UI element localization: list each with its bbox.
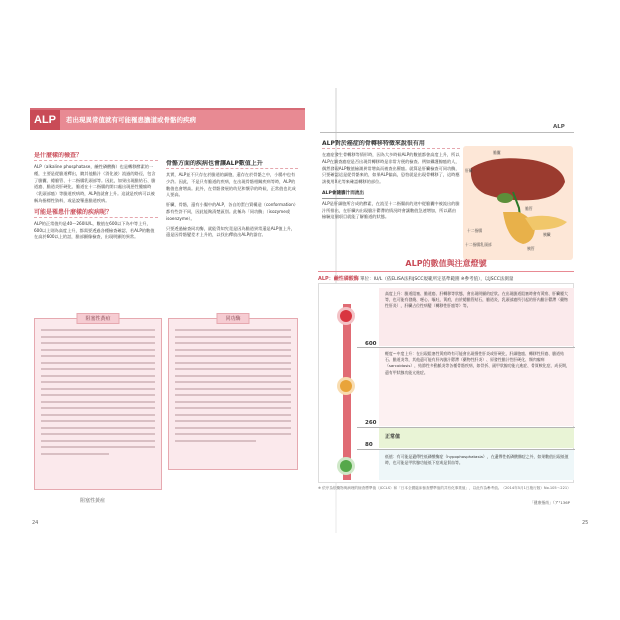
- liver-illustration: [463, 146, 573, 260]
- box-title: 阻塞性黃疸: [76, 313, 119, 324]
- banner-rule: [318, 271, 574, 272]
- zone-low-text: 低值：有可能是遺傳性低磷酸酶症（hypophosphatasia），在遺傳性低磷酸酶症之外，如果數值出現低值時，也可能是甲狀腺功能低下症或是貧血等。: [385, 454, 569, 466]
- organ-label: 膽管: [525, 206, 533, 211]
- paragraph: ALP是肝細胞所合成的酵素，在流至十二指腸前的途中從膽囊中被流出的膽汁所排出，在肝臟內出現膽汁鬱滯的情況時會讓數值急速增加，所以藉由檢驗這個項目就能了解膽道的狀態。: [322, 200, 460, 220]
- box-text-lines: [41, 329, 155, 483]
- tick-80: 80: [365, 442, 373, 448]
- zone-normal: [379, 428, 574, 448]
- paragraph: 肝臟、骨骼，還有小腸中的ALP，各自的蛋白質構造（conformation）都有些許不同，因此能夠清楚區別。此稱為「同功酶」（isozyme或isoenzyme）。: [166, 202, 298, 221]
- alp-signal-banner: ALP的數值與注意燈號: [405, 259, 487, 268]
- paragraph: 只要透過檢查同功酶，就能得知究竟是因為膽道異常還是ALP值上升，還是因骨骼變差才上升的，以找出釋放出ALP的器官。: [166, 225, 296, 238]
- right-page-tag: ALP: [553, 124, 565, 130]
- signal-arrow: [333, 304, 361, 480]
- liver-shape: [471, 158, 565, 200]
- zone-high-text: 高度上升：膽道阻塞、膽道癌、肝轉移等狀態，會出現明顯的症狀。在出現膽道阻塞時會有黃疸、肝臟腫大等，也可能有發燒、噁心、嘔吐、黃疸，由於總膽管結石，膽道炎，乳頭部癌所引起的肝內膽汁鬱滯（藥物性肝炎），肝臟占位性病變（轉移性肝癌等）等。: [385, 291, 568, 309]
- alp-label-note: 單位：IU/L（依ELISA法和JSCC規範所定基準範圍 ※參考值），以JSCC法測量: [360, 277, 514, 282]
- page-number-left: 24: [32, 520, 39, 526]
- page-number-right: 25: [582, 520, 589, 526]
- threshold-line-600: [357, 347, 575, 348]
- paragraph: 在癌症發生骨轉移等情形時，因為大多時候ALP的數值都會高度上升，所以ALP在調查癌症是否出現骨轉移時是非常方便的檢查。例如攝護腺癌的人，偶然發現ALP數值檢測異常增高而被查出罹癌。就算是肝臟檢查可同功酶，只要確認這是從骨骼來的，如果ALP偏高，恐怕就是出現骨轉移了，這時應該使用X光等來確認轉移的部位。: [322, 152, 460, 185]
- section-heading-disease: 可能是罹患什麼樣的疾病呢？: [34, 209, 158, 218]
- zone-low: [379, 450, 574, 480]
- right-column-text: [322, 140, 460, 240]
- zone-normal-text: 正常值: [385, 434, 401, 440]
- footnote: ※ 依序為依藥物與病理的檢查標準值（JCCLS）和「日本全國臨床檢查標準值的共有化事業值」，以此作為參考值。（2014年5月1日施行版）No.105～221）: [318, 486, 571, 490]
- zone-mid-text: 輕度～中度上升：在出現阻塞性黃疸時有可能會出現慢性肝炎或肝硬化，肝細胞癌、轉移性肝癌、膽道結石、膽道炎等，其他還可能有肝內膽汁鬱滯（藥物性肝炎）、原發性膽汁性肝硬化、類肉瘤病（sarcoidosis），結節性多動脈炎等各種骨骼疾病，如骨折、副甲狀腺功能亢進症、骨質軟化症、成長期，還有甲狀腺功能亢進症。: [385, 351, 570, 375]
- paragraph: ALP（alkaline phosphatase，鹼性磷酸酶）也是轉移酵素的一種，主要是從膽道釋出，隨其他膽汁（消化液）流過的路徑，包含了膽囊、總膽管、十二指腸乳頭部等。因此，如果出現膽結石、膽道癌、膽道炎肝硬化、膽道在十二指腸的開口處出現惡性腫瘤時（乳頭部癌）等膽道疾病時，ALP值就會上升。這就是疾病可以被稱為指標性資料，或是說罹患膽道疾病。: [34, 164, 156, 203]
- credit: 「健康指南」（ア°136P: [530, 500, 570, 505]
- box-caption: 阻塞性黃疸: [80, 498, 106, 504]
- organ-label: 膽囊: [493, 150, 501, 155]
- chapter-title: 若出現異常值就有可能罹患膽道或骨骼的疾病: [66, 116, 196, 124]
- paragraph: 其實，ALP並不只存在於膽道的細胞，還存在於骨骼之中，小腸中也有少許。因此，不是只有膽道的疾病，在出現骨骼相關疾病等時，ALP的數值也會增高。此外，在骨骼發展的幼兒和懷孕的時候，正常值也比成人要高。: [166, 172, 296, 198]
- green-signal-icon: [340, 460, 352, 472]
- obstructive-jaundice-box: [34, 318, 162, 490]
- tick-260: 260: [365, 420, 377, 426]
- threshold-line-80: [357, 449, 575, 450]
- box-text-lines: [175, 329, 291, 463]
- organ-label: 十二指腸乳頭部: [465, 242, 492, 247]
- section-heading-bone: 骨骼方面的疾病也會讓ALP數值上升: [166, 160, 298, 169]
- yellow-signal-icon: [340, 380, 352, 392]
- left-column-2: [166, 160, 298, 296]
- zone-high: [379, 288, 574, 346]
- threshold-line-260: [357, 427, 575, 428]
- section-heading-what: 是什麼樣的檢查？: [34, 152, 158, 161]
- gallbladder-shape: [497, 193, 513, 203]
- box-title: 同功酶: [216, 313, 249, 324]
- chapter-header: [30, 108, 305, 130]
- alp-signal-chart: [318, 283, 574, 483]
- red-signal-icon: [340, 310, 352, 322]
- zone-mid: [379, 348, 574, 426]
- alp-unit-label: [318, 275, 513, 282]
- organ-label: 胰臟: [543, 232, 551, 237]
- subheading: ALP會隨膽汁而流出: [322, 191, 364, 199]
- organ-label: 肝臟: [465, 168, 473, 173]
- right-page-rule: [320, 132, 574, 133]
- paragraph: ALP的正常值約是40～260IU/L，數值在600以下為中等上升，600以上則為高度上升，都需要透過各種檢查確認，若ALP的數值在高於600以上的話，膽部顯像檢查，出現明顯的異常。: [34, 220, 155, 240]
- isozyme-box: [168, 318, 298, 470]
- section-heading-bone-metastasis: ALP對於癌症的骨轉移特徵來說很有用: [322, 140, 460, 149]
- tick-600: 600: [365, 341, 377, 347]
- organ-label: 十二指腸: [467, 228, 483, 233]
- alp-badge: ALP: [30, 110, 60, 130]
- alp-label-bold: ALP：鹼性磷酸酶: [318, 276, 359, 282]
- duodenum-shape: [503, 212, 535, 244]
- organ-label: 胰管: [527, 246, 535, 251]
- left-column-1: [34, 152, 158, 298]
